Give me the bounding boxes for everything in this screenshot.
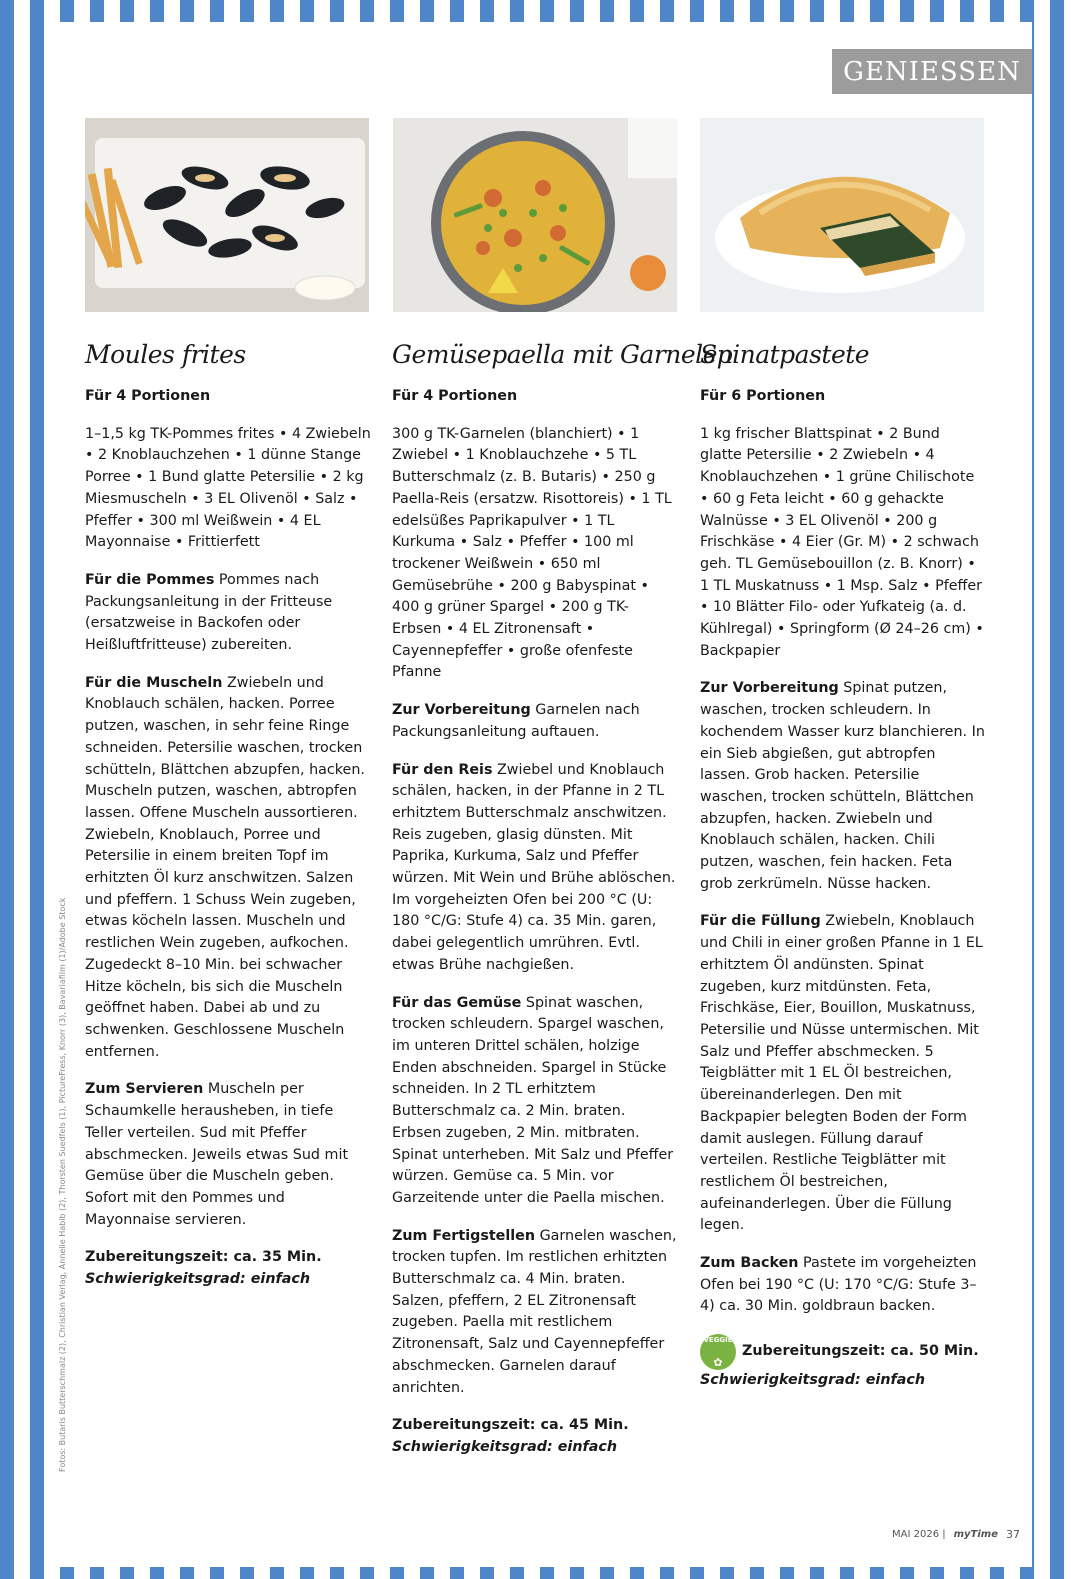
magazine-brand: myTime <box>953 1529 998 1540</box>
meta-row <box>700 1334 986 1370</box>
prep-time: Zubereitungszeit: ca. 35 Min. <box>85 1249 322 1266</box>
photo-credits: Fotos: Butaris Butterschmalz (2), Christian Verlag, Annelie Habib (2), Thorsten Suedfels (1), PictureFress, Knorr (3), Bavariafilm (1)/Adobe Stock <box>58 897 67 1472</box>
recipe-title: Moules frites <box>85 340 246 369</box>
servings: Für 4 Portionen <box>392 388 518 404</box>
ingredients: 1 kg frischer Blattspinat • 2 Bund glatte Petersilie • 2 Zwiebeln • 4 Knoblauchzehen • 1 grüne Chilischote • 60 g Feta leicht • 60 g gehackte Walnüsse • 3 EL Olivenöl • 200 g Frischkäse • 4 Eier (Gr. M) • 2 schwach geh. TL Gemüsebouillon (z. B. Knorr) • 1 TL Muskatnuss • 1 Msp. Salz • Pfeffer • 10 Blätter Filo- oder Yufkateig (a. d. Kühlregal) • Springform (Ø 24–26 cm) • Backpapier <box>700 425 984 659</box>
veggie-badge-icon: VEGGIE ✿ <box>700 1334 736 1370</box>
page-footer <box>892 1528 1020 1541</box>
step: Zur Vorbereitung Spinat putzen, waschen, trocken schleudern. In kochendem Wasser kurz blanchieren. In ein Sieb abgießen, gut abtropfen lassen. Grob hacken. Petersilie waschen, trocken schütteln, Blättchen abzupfen, hacken. Zwiebeln und Knoblauch schälen, hacken. Chili putzen, waschen, fein hacken. Feta grob zerkrümeln. Nüsse hacken. <box>700 680 985 892</box>
prep-time: Zubereitungszeit: ca. 45 Min. <box>392 1417 629 1434</box>
page-number: 37 <box>1006 1528 1020 1541</box>
ingredients: 300 g TK-Garnelen (blanchiert) • 1 Zwiebel • 1 Knoblauchzehe • 5 TL Butterschmalz (z. B. Butaris) • 250 g Paella-Reis (ersatzw. Risottoreis) • 1 TL edelsüßes Paprikapulver • 1 TL Kurkuma • Salz • Pfeffer • 100 ml trockener Weißwein • 650 ml Gemüsebrühe • 200 g Babyspinat • 400 g grüner Spargel • 200 g TK-Erbsen • 4 EL Zitronensaft • Cayennepfeffer • große ofenfeste Pfanne <box>392 425 672 681</box>
difficulty: Schwierigkeitsgrad: einfach <box>392 1438 618 1455</box>
step: Für die Füllung Zwiebeln, Knoblauch und Chili in einer großen Pfanne in 1 EL erhitztem Öl andünsten. Spinat zugeben, kurz mitdünsten. Feta, Frischkäse, Eier, Bouillon, Muskatnuss, Petersilie und Nüsse untermischen. Mit Salz und Pfeffer abschmecken. 5 Teigblätter mit 1 EL Öl bestreichen, übereinanderlegen. Den mit Backpapier belegten Boden der Form damit auslegen. Füllung darauf verteilen. Restliche Teigblätter mit restlichem Öl bestreichen, aufeinanderlegen. Über die Füllung legen. <box>700 913 983 1234</box>
servings: Für 6 Portionen <box>700 388 826 404</box>
step: Zum Servieren Muscheln per Schaumkelle herausheben, in tiefe Teller verteilen. Sud mit Pfeffer abschmecken. Jeweils etwas Sud mit Gemüse über die Muscheln geben. Sofort mit den Pommes und Mayonnaise servieren. <box>85 1081 349 1228</box>
prep-time: Zubereitungszeit: ca. 50 Min. <box>742 1343 979 1360</box>
servings: Für 4 Portionen <box>85 388 211 404</box>
recipe-title: Spinatpastete <box>700 340 870 369</box>
issue-date: MAI 2026 | <box>892 1529 946 1540</box>
recipe-spinatpastete <box>700 338 986 1392</box>
difficulty: Schwierigkeitsgrad: einfach <box>700 1372 926 1389</box>
step: Für den Reis Zwiebel und Knoblauch schälen, hacken, in der Pfanne in 2 TL erhitztem Butterschmalz anschwitzen. Reis zugeben, glasig dünsten. Mit Paprika, Kurkuma, Salz und Pfeffer würzen. Mit Wein und Brühe ablöschen. Im vorgeheizten Ofen bei 200 °C (U: 180 °C/G: Stufe 4) ca. 35 Min. garen, dabei gelegentlich umrühren. Evtl. etwas Brühe nachgießen. <box>392 761 676 973</box>
step: Für die Pommes Pommes nach Packungsanleitung in der Fritteuse (ersatzweise in Backofen oder Heißluftfritteuse) zubereiten. <box>85 571 333 654</box>
difficulty: Schwierigkeitsgrad: einfach <box>85 1271 311 1288</box>
recipe-moules-frites <box>85 338 371 1291</box>
ingredients: 1–1,5 kg TK-Pommes frites • 4 Zwiebeln • 2 Knoblauchzehen • 1 dünne Stange Porree • 1 Bund glatte Petersilie • 2 kg Miesmuscheln • 3 EL Olivenöl • Salz • Pfeffer • 300 ml Weißwein • 4 EL Mayonnaise • Frittierfett <box>85 425 371 551</box>
step: Für das Gemüse Spinat waschen, trocken schleudern. Spargel waschen, im unteren Drittel schälen, holzige Enden abschneiden. Spargel in Stücke schneiden. In 2 TL erhitztem Butterschmalz ca. 2 Min. braten. Erbsen zugeben, 2 Min. mitbraten. Spinat unterheben. Mit Salz und Pfeffer würzen. Gemüse ca. 5 Min. vor Garzeitende unter die Paella mischen. <box>392 994 674 1206</box>
section-tag: GENIESSEN <box>832 49 1032 94</box>
spinatpastete-photo <box>700 118 984 312</box>
step: Für die Muscheln Zwiebeln und Knoblauch schälen, hacken. Porree putzen, waschen, in sehr feine Ringe schneiden. Petersilie waschen, trocken schütteln, Blättchen abzupfen, hacken. Muscheln putzen, waschen, abtropfen lassen. Offene Muscheln aussortieren. Zwiebeln, Knoblauch, Porree und Petersilie in einem breiten Topf im erhitzten Öl kurz anschwitzen. Salzen und pfeffern. 1 Schuss Wein zugeben, etwas köcheln lassen. Muscheln und restlichen Wein zugeben, aufkochen. Zugedeckt 8–10 Min. bei schwacher Hitze köcheln, bis sich die Muscheln geöffnet haben. Dabei ab und zu schwenken. Geschlossene Muscheln entfernen. <box>85 674 365 1060</box>
step: Zum Backen Pastete im vorgeheizten Ofen bei 190 °C (U: 170 °C/G: Stufe 3–4) ca. 30 Min. goldbraun backen. <box>700 1255 977 1315</box>
recipe-page <box>48 22 1032 1567</box>
recipe-title: Gemüsepaella mit Garnelen <box>392 340 733 369</box>
paella-photo <box>393 118 677 312</box>
moules-frites-photo <box>85 118 369 312</box>
step: Zur Vorbereitung Garnelen nach Packungsanleitung auftauen. <box>392 702 640 740</box>
step: Zum Fertigstellen Garnelen waschen, trocken tupfen. Im restlichen erhitzten Butterschmalz ca. 4 Min. braten. Salzen, pfeffern, 2 EL Zitronensaft zugeben. Paella mit restlichem Zitronensaft, Salz und Cayennepfeffer abschmecken. Garnelen darauf anrichten. <box>392 1227 677 1396</box>
